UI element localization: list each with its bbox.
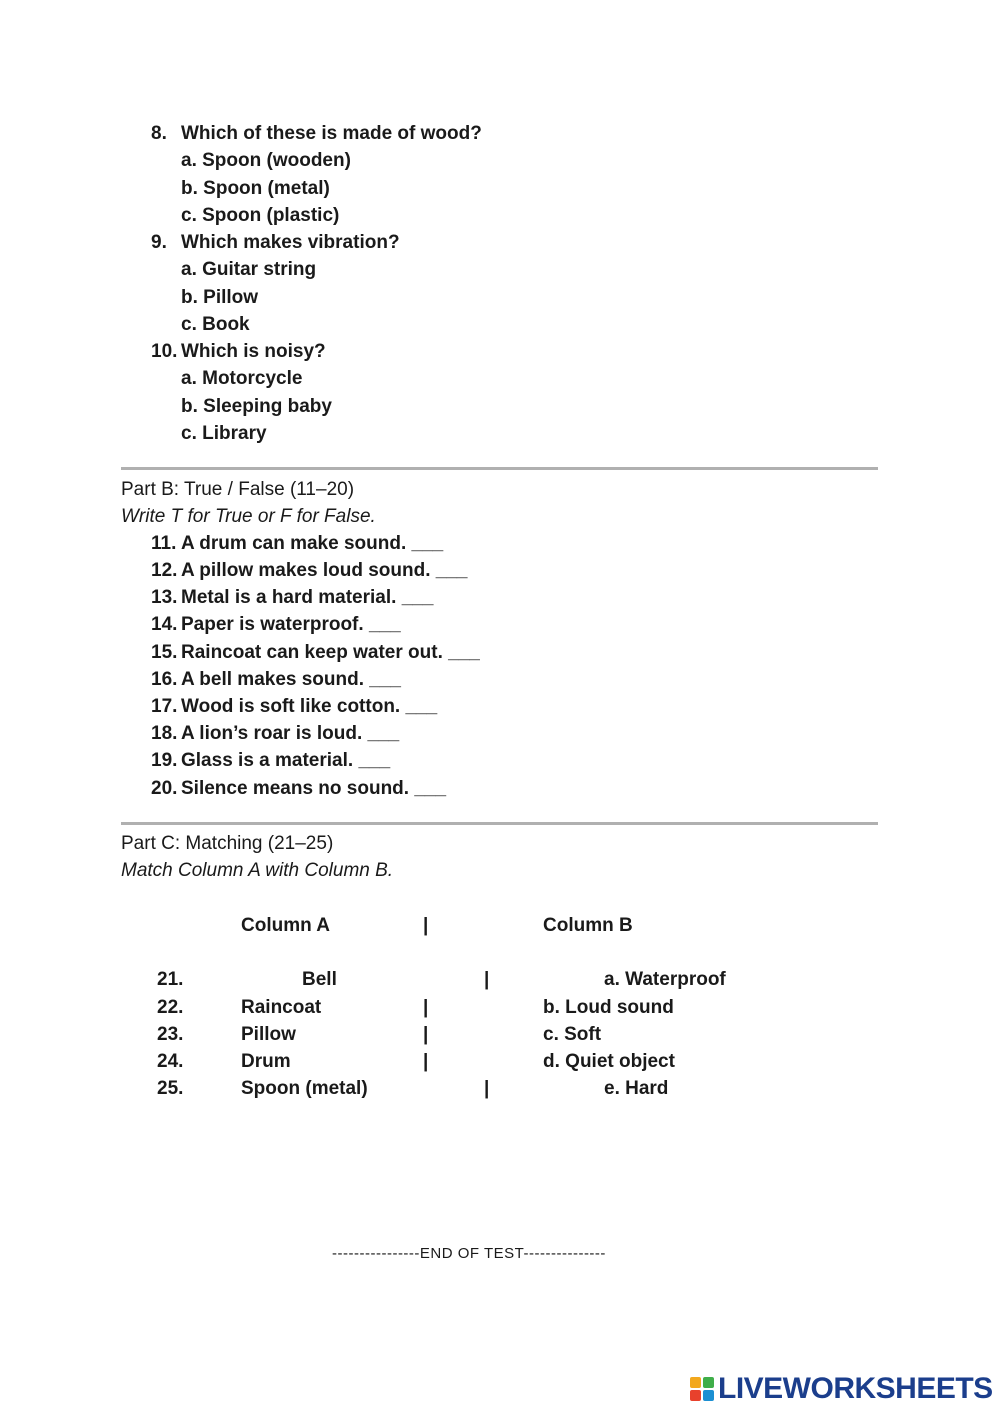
option: b. Pillow <box>181 287 259 308</box>
column-separator: | <box>423 997 429 1018</box>
item-text: Metal is a hard material. ___ <box>181 587 434 608</box>
item-text: Raincoat can keep water out. ___ <box>181 642 480 663</box>
row-number: 24. <box>157 1051 184 1072</box>
item-text: A lion’s roar is loud. ___ <box>181 723 400 744</box>
column-a-cell: Pillow <box>241 1024 296 1045</box>
item-number: 17. <box>151 696 178 717</box>
question-text: Which of these is made of wood? <box>181 123 482 144</box>
item-number: 20. <box>151 778 178 799</box>
question-text: Which makes vibration? <box>181 232 400 253</box>
end-of-test: ----------------END OF TEST--------------- <box>332 1245 606 1262</box>
item-text: Wood is soft like cotton. ___ <box>181 696 438 717</box>
item-text: Glass is a material. ___ <box>181 750 391 771</box>
option: c. Spoon (plastic) <box>181 205 340 226</box>
question-number: 9. <box>151 232 167 253</box>
item-number: 13. <box>151 587 178 608</box>
column-separator: | <box>423 915 429 936</box>
item-text: A bell makes sound. ___ <box>181 669 401 690</box>
option: a. Spoon (wooden) <box>181 150 351 171</box>
row-number: 25. <box>157 1078 184 1099</box>
question-number: 8. <box>151 123 167 144</box>
section-divider <box>121 467 878 470</box>
item-number: 18. <box>151 723 178 744</box>
item-number: 16. <box>151 669 178 690</box>
liveworksheets-logo-icon <box>690 1377 714 1401</box>
column-b-header: Column B <box>543 915 633 936</box>
logo-square <box>690 1377 701 1388</box>
column-b-cell: e. Hard <box>604 1078 669 1099</box>
item-text: Silence means no sound. ___ <box>181 778 447 799</box>
option: b. Sleeping baby <box>181 396 332 417</box>
logo-square <box>703 1390 714 1401</box>
row-number: 23. <box>157 1024 184 1045</box>
item-number: 15. <box>151 642 178 663</box>
column-separator: | <box>423 1051 429 1072</box>
row-number: 22. <box>157 997 184 1018</box>
column-separator: | <box>423 1024 429 1045</box>
item-text: A drum can make sound. ___ <box>181 533 444 554</box>
question-text: Which is noisy? <box>181 341 326 362</box>
item-number: 19. <box>151 750 178 771</box>
column-a-cell: Raincoat <box>241 997 322 1018</box>
item-text: Paper is waterproof. ___ <box>181 614 401 635</box>
part-c-title: Part C: Matching (21–25) <box>121 833 334 854</box>
option: a. Guitar string <box>181 259 317 280</box>
column-a-cell: Drum <box>241 1051 291 1072</box>
liveworksheets-brand[interactable] <box>690 1374 993 1404</box>
item-number: 11. <box>151 533 177 554</box>
column-b-cell: d. Quiet object <box>543 1051 675 1072</box>
row-number: 21. <box>157 969 184 990</box>
item-text: A pillow makes loud sound. ___ <box>181 560 468 581</box>
item-number: 12. <box>151 560 178 581</box>
column-b-cell: a. Waterproof <box>604 969 726 990</box>
column-b-cell: c. Soft <box>543 1024 602 1045</box>
option: a. Motorcycle <box>181 368 303 389</box>
part-c-instruction: Match Column A with Column B. <box>121 860 394 881</box>
option: b. Spoon (metal) <box>181 178 330 199</box>
logo-square <box>703 1377 714 1388</box>
question-number: 10. <box>151 341 178 362</box>
column-a-cell: Spoon (metal) <box>241 1078 368 1099</box>
column-separator: | <box>484 969 490 990</box>
option: c. Library <box>181 423 267 444</box>
column-separator: | <box>484 1078 490 1099</box>
item-number: 14. <box>151 614 178 635</box>
brand-name: LIVEWORKSHEETS <box>718 1372 993 1405</box>
option: c. Book <box>181 314 250 335</box>
column-b-cell: b. Loud sound <box>543 997 674 1018</box>
section-divider <box>121 822 878 825</box>
column-a-header: Column A <box>241 915 331 936</box>
column-a-cell: Bell <box>302 969 337 990</box>
part-b-title: Part B: True / False (11–20) <box>121 479 355 500</box>
part-b-instruction: Write T for True or F for False. <box>121 506 376 527</box>
logo-square <box>690 1390 701 1401</box>
